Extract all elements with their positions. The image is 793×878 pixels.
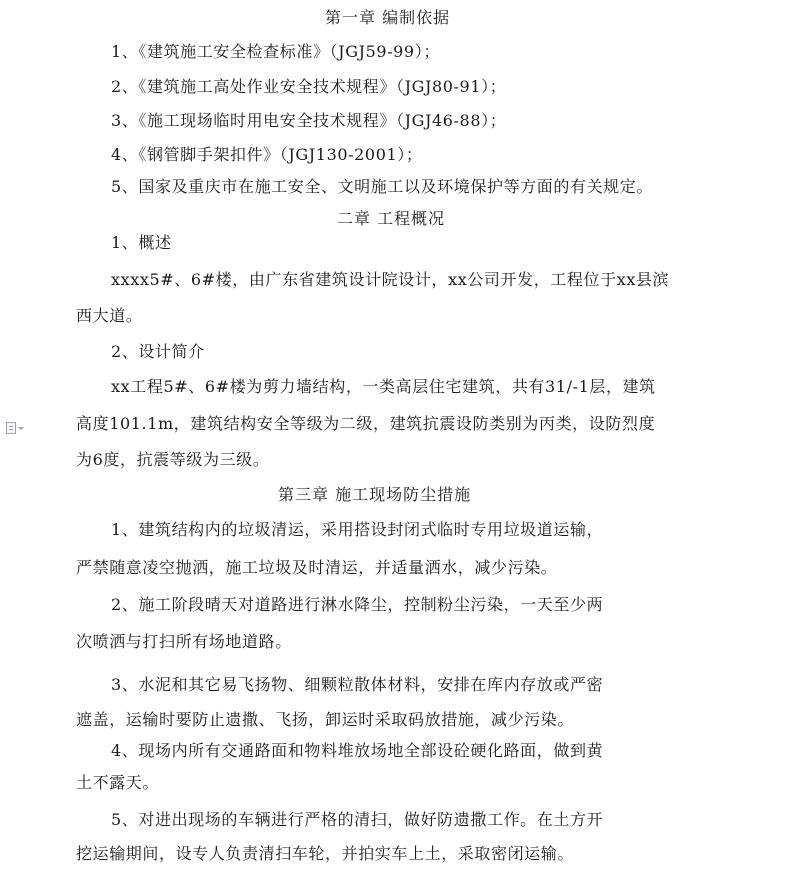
basis-item-5: 5、国家及重庆市在施工安全、文明施工以及环境保护等方面的有关规定。 (111, 177, 653, 196)
design-paragraph-line-2: 高度101.1m，建筑结构安全等级为二级，建筑抗震设防类别为丙类，设防烈度 (76, 414, 656, 433)
design-paragraph-line-1: xx工程5#、6#楼为剪力墙结构，一类高层住宅建筑，共有31/-1层，建筑 (111, 377, 656, 396)
dust-measure-3-line-1: 3、水泥和其它易飞扬物、细颗粒散体材料，安排在库内存放或严密 (111, 675, 604, 694)
basis-item-3: 3、《施工现场临时用电安全技术规程》（JGJ46-88）； (111, 111, 507, 130)
basis-item-4: 4、《钢管脚手架扣件》（JGJ130-2001）； (111, 145, 423, 164)
dust-measure-2-line-1: 2、施工阶段晴天对道路进行淋水降尘，控制粉尘污染，一天至少两 (111, 595, 604, 614)
dust-measure-1-line-2: 严禁随意凌空抛洒，施工垃圾及时清运，并适量洒水，减少污染。 (76, 558, 558, 577)
overview-paragraph-line-1: xxxx5#、6#楼，由广东省建筑设计院设计，xx公司开发，工程位于xx县滨 (111, 270, 670, 289)
basis-item-1: 1、《建筑施工安全检查标准》（JGJ59-99）； (111, 42, 440, 61)
design-paragraph-line-3: 为6度，抗震等级为三级。 (76, 450, 270, 469)
paragraph-options-icon[interactable] (6, 421, 30, 435)
chapter-3-heading: 第三章 施工现场防尘措施 (278, 485, 472, 504)
dust-measure-4-line-1: 4、现场内所有交通路面和物料堆放场地全部设砼硬化路面，做到黄 (111, 741, 604, 760)
chapter-1-heading: 第一章 编制依据 (325, 8, 451, 27)
design-subheading: 2、设计简介 (111, 342, 205, 361)
dust-measure-4-line-2: 土不露天。 (76, 773, 160, 792)
dust-measure-3-line-2: 遮盖，运输时要防止遗撒、飞扬，卸运时采取码放措施，减少污染。 (76, 710, 575, 729)
chevron-down-icon (18, 427, 24, 430)
dust-measure-2-line-2: 次喷洒与打扫所有场地道路。 (76, 632, 292, 651)
basis-item-2: 2、《建筑施工高处作业安全技术规程》（JGJ80-91）； (111, 77, 507, 96)
dust-measure-1-line-1: 1、建筑结构内的垃圾清运，采用搭设封闭式临时专用垃圾道运输， (111, 520, 604, 539)
chapter-2-heading: 二章 工程概况 (337, 209, 446, 228)
overview-subheading: 1、概述 (111, 233, 172, 252)
document-icon (6, 422, 16, 434)
dust-measure-5-line-2: 挖运输期间，设专人负责清扫车轮，并拍实车上土，采取密闭运输。 (76, 844, 575, 863)
dust-measure-5-line-1: 5、对进出现场的车辆进行严格的清扫，做好防遗撒工作。在土方开 (111, 810, 604, 829)
overview-paragraph-line-2: 西大道。 (76, 306, 143, 325)
